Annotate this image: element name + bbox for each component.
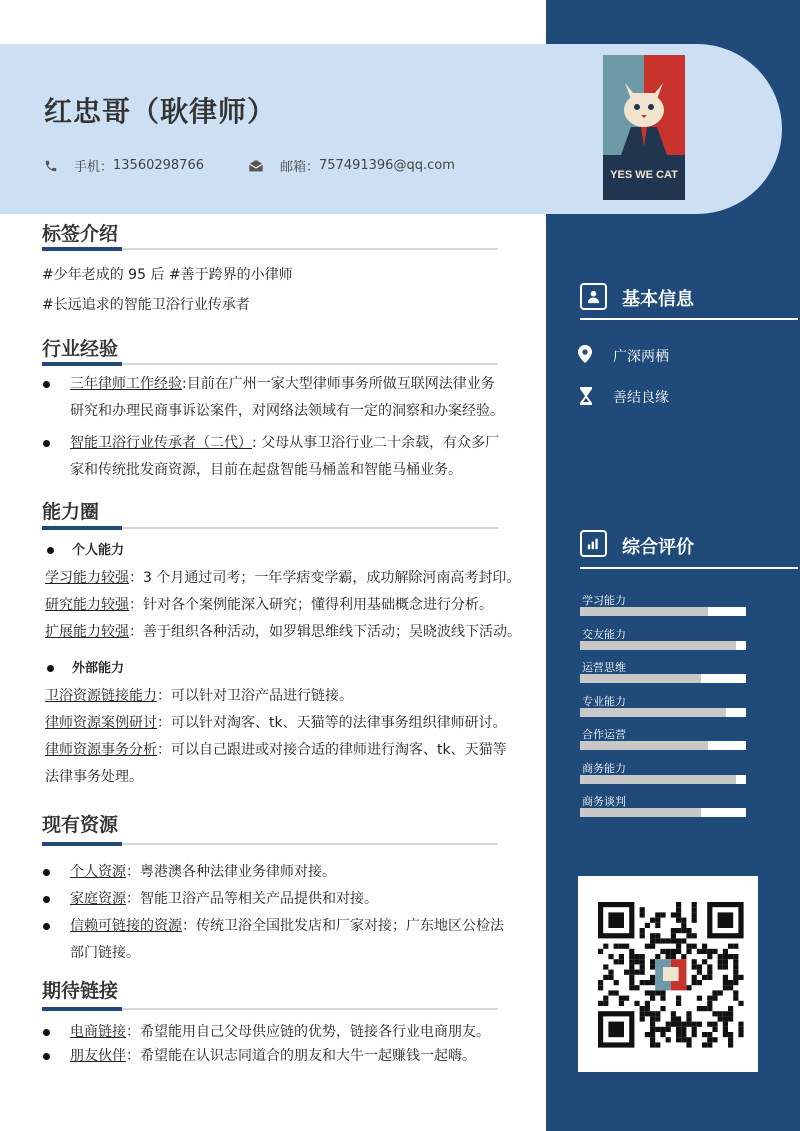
skill-bar-fill bbox=[580, 808, 701, 817]
skill-bar-fill bbox=[580, 741, 708, 750]
skill-label: 商务谈判 bbox=[582, 795, 626, 808]
basic-info-title: 基本信息 bbox=[622, 289, 694, 310]
tags-divider bbox=[42, 248, 498, 250]
external-ability-3 bbox=[45, 737, 507, 764]
chart-icon bbox=[580, 530, 607, 557]
cat-poster-icon bbox=[603, 55, 685, 200]
expect-text: ：希望能用自己父母供应链的优势，链接各行业电商朋友。 bbox=[126, 1024, 490, 1040]
expect-item-2 bbox=[70, 1043, 476, 1070]
skill-bar-fill bbox=[580, 607, 708, 616]
basic-info-divider bbox=[580, 318, 798, 320]
resource-label: 信赖可链接的资源 bbox=[70, 918, 182, 934]
skill-label: 商务能力 bbox=[582, 761, 626, 775]
experience-item-2 bbox=[70, 430, 499, 457]
bullet-icon bbox=[47, 547, 54, 554]
ability-text: ：可以针对卫浴产品进行链接。 bbox=[157, 688, 353, 704]
skill-bar bbox=[580, 708, 746, 717]
phone-contact bbox=[44, 156, 204, 175]
evaluation-title: 综合评价 bbox=[622, 537, 694, 558]
external-ability-2 bbox=[45, 710, 507, 737]
experience-item-2-cont: 家和传统批发商资源，目前在起盘智能马桶盖和智能马桶业务。 bbox=[70, 462, 462, 478]
ability-label: 卫浴资源链接能力 bbox=[45, 688, 157, 704]
personal-ability-1 bbox=[45, 565, 520, 592]
resources-title: 现有资源 bbox=[42, 814, 119, 836]
skill-label: 运营思维 bbox=[582, 661, 626, 674]
skill-bar-fill bbox=[580, 674, 701, 683]
experience-item-label: 智能卫浴行业传承者（二代） bbox=[70, 435, 252, 451]
phone-number[interactable]: 13560298766 bbox=[113, 158, 204, 173]
location-text: 广深两栖 bbox=[613, 349, 669, 365]
experience-divider bbox=[42, 363, 498, 365]
status-text: 善结良缘 bbox=[613, 390, 669, 406]
resource-label: 家庭资源 bbox=[70, 891, 126, 907]
personal-ability-3 bbox=[45, 619, 521, 646]
skill-bar-fill bbox=[580, 775, 736, 784]
experience-item-1 bbox=[70, 371, 495, 398]
skill-label: 合作运营 bbox=[582, 728, 626, 741]
profile-photo bbox=[603, 55, 685, 200]
skill-label: 交友能力 bbox=[582, 627, 626, 641]
experience-item-text: : 父母从事卫浴行业二十余载，有众多厂 bbox=[252, 435, 500, 451]
resource-item-2 bbox=[70, 886, 378, 913]
bullet-icon bbox=[43, 869, 50, 876]
experience-item-1-cont: 研究和办理民商事诉讼案件，对网络法领域有一定的洞察和办案经验。 bbox=[70, 403, 504, 419]
expect-title: 期待链接 bbox=[42, 980, 119, 1002]
skill-bar-fill bbox=[580, 641, 736, 650]
bullet-icon bbox=[43, 440, 50, 447]
expect-item-1 bbox=[70, 1019, 490, 1046]
bullet-icon bbox=[43, 923, 50, 930]
email-label: 邮箱： bbox=[280, 160, 320, 175]
resource-item-1 bbox=[70, 859, 336, 886]
ability-text: ：针对各个案例能深入研究；懂得利用基础概念进行分析。 bbox=[129, 597, 493, 613]
experience-title: 行业经验 bbox=[42, 338, 119, 360]
qr-code[interactable] bbox=[578, 876, 758, 1072]
bullet-icon bbox=[43, 381, 50, 388]
experience-item-label: 三年律师工作经验 bbox=[70, 376, 182, 392]
ability-divider bbox=[42, 527, 498, 529]
tag-line-2: #长远追求的智能卫浴行业传承者 bbox=[42, 297, 250, 313]
expect-text: ：希望能在认识志同道合的朋友和大牛一起赚钱一起嗨。 bbox=[126, 1048, 476, 1064]
bullet-icon bbox=[43, 1029, 50, 1036]
ability-title: 能力圈 bbox=[42, 501, 100, 523]
ability-label: 律师资源案例研讨 bbox=[45, 715, 157, 731]
skill-bar bbox=[580, 741, 746, 750]
tag-line-1: #少年老成的 95 后 #善于跨界的小律师 bbox=[42, 267, 293, 283]
hourglass-icon bbox=[580, 387, 592, 405]
ability-text: ：3 个月通过司考；一年学痞变学霸，成功解除河南高考封印。 bbox=[129, 570, 521, 586]
expect-label: 朋友伙伴 bbox=[70, 1048, 126, 1064]
skill-label: 学习能力 bbox=[582, 594, 626, 607]
skill-bar bbox=[580, 808, 746, 817]
skill-bar bbox=[580, 607, 746, 616]
user-id-icon bbox=[580, 283, 607, 310]
skill-bar bbox=[580, 674, 746, 683]
skill-bar-fill bbox=[580, 708, 726, 717]
personal-ability-2 bbox=[45, 592, 493, 619]
resource-text: ：粤港澳各种法律业务律师对接。 bbox=[126, 864, 336, 880]
bullet-icon bbox=[43, 1053, 50, 1060]
ability-text: ：可以针对淘客、tk、天猫等的法律事务组织律师研讨。 bbox=[157, 715, 507, 731]
email-contact bbox=[248, 156, 455, 175]
resource-text: ：传统卫浴全国批发店和厂家对接；广东地区公检法 bbox=[182, 918, 504, 934]
expect-label: 电商链接 bbox=[70, 1024, 126, 1040]
resource-item-3-cont: 部门链接。 bbox=[70, 945, 140, 961]
phone-label: 手机： bbox=[74, 160, 114, 175]
resume-name: 红忠哥（耿律师） bbox=[44, 95, 277, 128]
poster-caption: YES WE CAT bbox=[610, 169, 678, 181]
experience-item-text: :目前在广州一家大型律师事务所做互联网法律业务 bbox=[182, 376, 495, 392]
qr-code-icon bbox=[578, 876, 758, 1072]
tags-title: 标签介绍 bbox=[42, 223, 119, 245]
external-ability-1 bbox=[45, 683, 353, 710]
ability-text: ：可以自己跟进或对接合适的律师进行淘客、tk、天猫等 bbox=[157, 742, 507, 758]
bullet-icon bbox=[43, 896, 50, 903]
ability-text: ：善于组织各种活动，如罗辑思维线下活动；吴晓波线下活动。 bbox=[129, 624, 521, 640]
resource-item-3 bbox=[70, 913, 504, 940]
ability-label: 研究能力较强 bbox=[45, 597, 129, 613]
ability-label: 律师资源事务分析 bbox=[45, 742, 157, 758]
location-pin-icon bbox=[578, 345, 592, 363]
external-ability-3-cont: 法律事务处理。 bbox=[45, 769, 143, 785]
resource-label: 个人资源 bbox=[70, 864, 126, 880]
personal-ability-heading: 个人能力 bbox=[72, 543, 125, 558]
ability-label: 学习能力较强 bbox=[45, 570, 129, 586]
resources-divider bbox=[42, 843, 498, 845]
skill-bar bbox=[580, 641, 746, 650]
bullet-icon bbox=[47, 665, 54, 672]
ability-label: 扩展能力较强 bbox=[45, 624, 129, 640]
evaluation-divider bbox=[580, 567, 798, 569]
phone-icon bbox=[44, 159, 58, 173]
mail-icon bbox=[248, 159, 264, 173]
resource-text: ：智能卫浴产品等相关产品提供和对接。 bbox=[126, 891, 378, 907]
expect-divider bbox=[42, 1008, 498, 1010]
skill-bar bbox=[580, 775, 746, 784]
email-address[interactable]: 757491396@qq.com bbox=[319, 158, 455, 173]
skill-label: 专业能力 bbox=[582, 694, 626, 708]
external-ability-heading: 外部能力 bbox=[72, 661, 125, 676]
